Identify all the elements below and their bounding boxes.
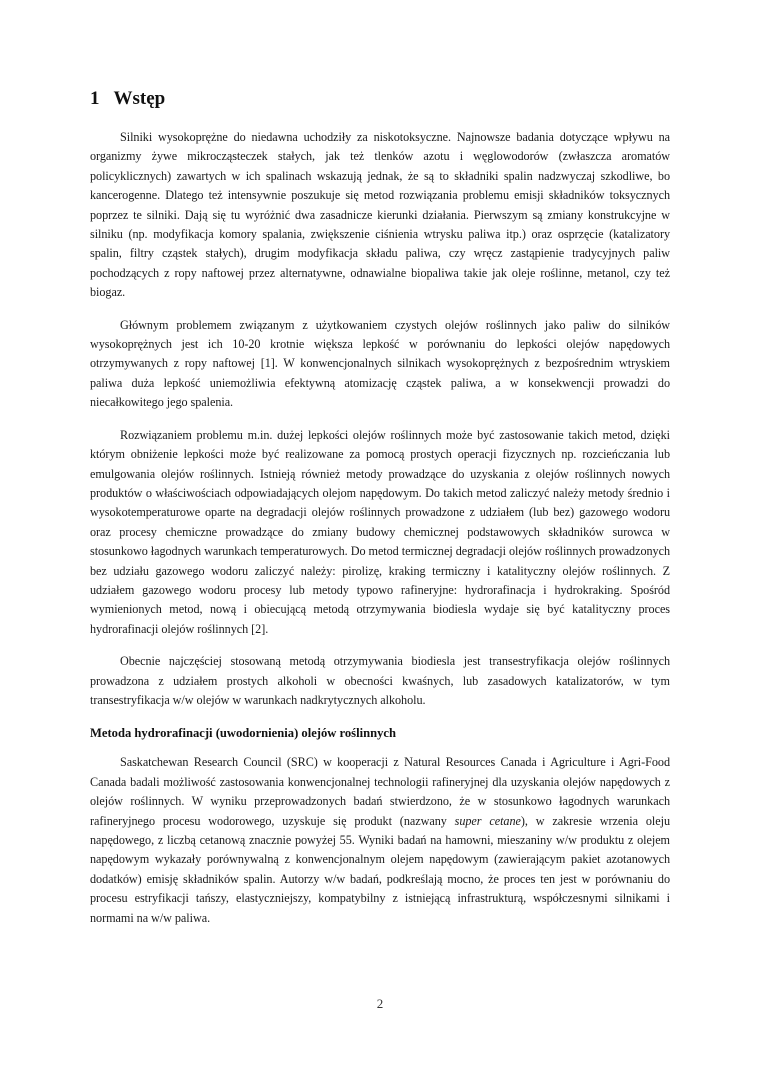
paragraph-solutions: Rozwiązaniem problemu m.in. dużej lepkości olejów roślinnych może być zastosowanie takich metod, dzięki którym obniżenie lepkości może być realizowane za pomocą prostych operacji fizycznych np. rozcieńczania lub emulgowania olejów roślinnych. Istnieją również metody prowadzące do uzyskania z olejów roślinnych nowych produktów o właściwościach odpowiadających olejom napędowym. Do takich metod zaliczyć należy metody średnio i wysokotemperaturowe oparte na degradacji olejów roślinnych prowadzone z udziałem (lub bez) gazowego wodoru oraz procesy chemiczne prowadzące do zmiany budowy chemicznej podstawowych składników surowca w stosunkowo łagodnych warunkach temperaturowych. Do metod termicznej degradacji olejów roślinnych prowadzonych bez udziału gazowego wodoru zaliczyć należy: pirolizę, kraking termiczny i katalityczny olejów roślinnych. Z udziałem gazowego wodoru procesy lub metody typowo rafineryjne: hydrorafinacja i hydrokraking. Spośród wymienionych metod, nową i obiecującą metodą otrzymywania biodiesla wydaje się być katalityczny proces hydrorafinacji olejów roślinnych [2]. (90, 427, 670, 636)
chapter-number: 1 (90, 88, 100, 109)
super-cetane-term: super cetane (454, 813, 521, 828)
src-text-part2: ), w zakresie wrzenia oleju napędowego, z liczbą cetanową znacznie powyżej 55. Wyniki badań na hamowni, mieszaniny w/w produktu z olejem napędowym wykazały porównywalną z konwencjonalnym olejem napędowym (zawierającym pakiet azotanowych dodatków) emisję składników spalin. Autorzy w/w badań, podkreślają mocno, że proces ten jest w porównaniu do procesu estryfikacji tańszy, elastyczniejszy, kompatybilny z istniejącą infrastrukturą, współczesnymi silnikami i normami na w/w paliwa. (90, 813, 670, 925)
paragraph-transesterification: Obecnie najczęściej stosowaną metodą otrzymywania biodiesla jest transestryfikacja olejów roślinnych prowadzona z udziałem prostych alkoholi w obecności kwaśnych, lub zasadowych katalizatorów, w tym transestryfikacja w/w olejów w warunkach nadkrytycznych alkoholu. (90, 654, 670, 707)
document-page (90, 88, 670, 941)
paragraph-src-research (90, 753, 670, 928)
paragraph-intro: Silniki wysokoprężne do niedawna uchodziły za niskotoksyczne. Najnowsze badania dotyczące wpływu na organizmy żywe mikrocząsteczek stałych, jak też tlenków azotu i węglowodorów (zwłaszcza aromatów policyklicznych) zawartych w ich spalinach wskazują jednak, że są to składniki spalin nadzwyczaj szkodliwe, bo kancerogenne. Dlatego też intensywnie poszukuje się metod rozwiązania problemu emisji składników toksycznych poprzez te silniki. Dają się tu wyróżnić dwa zasadnicze kierunki działania. Pierwszym są zmiany konstrukcyjne w silniku (np. modyfikacja komory spalania, zwiększenie ciśnienia wtrysku paliwa itp.) oraz osprzęcie (katalizatory spalin, filtry cząstek stałych), drugim modyfikacja składu paliwa, czy wręcz zastąpienie tradycyjnych paliw pochodzących z ropy naftowej przez alternatywne, odnawialne biopaliwa takie jak oleje roślinne, metanol, czy też biogaz. (90, 130, 670, 300)
page-number: 2 (376, 996, 384, 1011)
paragraph-viscosity-problem: Głównym problemem związanym z użytkowaniem czystych olejów roślinnych jako paliw do silników wysokoprężnych jest ich 10-20 krotnie większa lepkość w porównaniu do lepkości olejów napędowych otrzymywanych z ropy naftowej [1]. W konwencjonalnych silnikach wysokoprężnych z bezpośrednim wtryskiem paliwa duża lepkość uniemożliwia efektywną atomizację cząstek paliwa, a w konsekwencji prowadzi do niecałkowitego jego spalenia. (90, 317, 670, 410)
section-heading: Metoda hydrorafinacji (uwodornienia) olejów roślinnych (90, 726, 396, 741)
chapter-heading (90, 88, 670, 110)
chapter-title: Wstęp (113, 88, 166, 109)
src-text-part1: Saskatchewan Research Council (SRC) w kooperacji z Natural Resources Canada i Agriculture i Agri-Food Canada badali możliwość zastosowania konwencjonalnej technologii rafineryjnej dla uzyskania olejów napędowych z olejów roślinnych. W wyniku przeprowadzonych badań stwierdzono, że w stosunkowo łagodnych warunkach rafineryjnego procesu wodorowego, uzyskuje się produkt (nazwany (90, 755, 670, 828)
